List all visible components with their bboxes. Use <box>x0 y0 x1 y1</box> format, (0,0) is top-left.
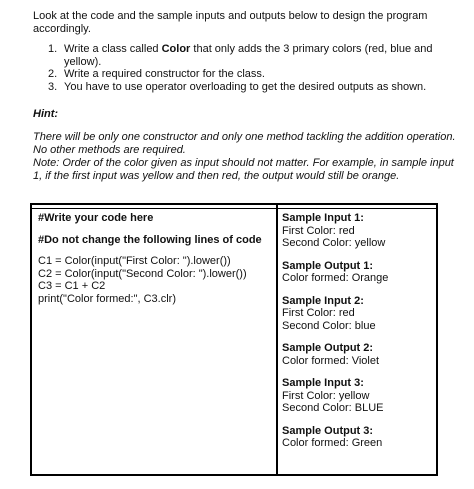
list-number: 2. <box>48 68 58 80</box>
note-line: Note: Order of the color given as input should not matter. For example, in sample input <box>33 157 454 169</box>
sample-title: Sample Input 2: <box>282 294 364 307</box>
code-comment: #Do not change the following lines of code <box>38 233 262 246</box>
note-line: No other methods are required. <box>33 144 186 156</box>
list-text: Write a class called <box>64 43 162 55</box>
sample-block <box>282 295 432 333</box>
sample-line: Color formed: Green <box>282 437 383 449</box>
table-top-rule <box>32 208 436 209</box>
sample-block <box>282 425 432 450</box>
list-text: Write a required constructor for the class. <box>64 68 265 80</box>
hint-notes <box>33 131 463 183</box>
sample-block <box>282 377 432 415</box>
sample-line: Second Color: BLUE <box>282 402 384 414</box>
list-item <box>48 68 448 81</box>
code-column <box>38 212 274 305</box>
list-text: that only adds the 3 primary colors (red, blue and yellow). <box>64 43 433 68</box>
sample-line: First Color: red <box>282 224 355 237</box>
list-item <box>48 81 448 94</box>
sample-title: Sample Input 3: <box>282 377 364 389</box>
list-item <box>48 43 448 68</box>
code-line: C3 = C1 + C2 <box>38 280 106 292</box>
code-table <box>30 203 438 476</box>
sample-title: Sample Output 3: <box>282 424 374 437</box>
note-line: 1, if the first input was yellow and then red, the output would still be orange. <box>33 170 400 182</box>
sample-line: First Color: red <box>282 307 355 319</box>
code-line: C2 = Color(input("Second Color: ").lower()) <box>38 267 247 280</box>
code-comment: #Write your code here <box>38 212 154 224</box>
sample-line: Color formed: Violet <box>282 354 380 367</box>
sample-title: Sample Output 2: <box>282 342 374 354</box>
requirements-list <box>48 43 448 93</box>
sample-block <box>282 212 432 250</box>
class-name: Color <box>161 43 191 55</box>
sample-block <box>282 260 432 285</box>
sample-line: First Color: yellow <box>282 389 370 402</box>
table-divider <box>276 205 278 474</box>
note-line: There will be only one constructor and only one method tackling the addition operation. <box>33 131 456 143</box>
list-text: You have to use operator overloading to get the desired outputs as shown. <box>64 80 427 93</box>
samples-column <box>282 212 432 460</box>
list-number: 3. <box>48 80 58 93</box>
sample-title: Sample Output 1: <box>282 259 374 272</box>
sample-line: Second Color: yellow <box>282 237 386 249</box>
code-line: print("Color formed:", C3.clr) <box>38 292 177 305</box>
sample-block <box>282 342 432 367</box>
intro-text: Look at the code and the sample inputs and outputs below to design the program accordingly. <box>33 10 428 35</box>
code-line: C1 = Color(input("First Color: ").lower()) <box>38 255 231 267</box>
hint-heading: Hint: <box>33 108 59 120</box>
list-number: 1. <box>48 43 58 55</box>
sample-line: Second Color: blue <box>282 319 376 332</box>
sample-line: Color formed: Orange <box>282 272 389 284</box>
sample-title: Sample Input 1: <box>282 212 364 224</box>
